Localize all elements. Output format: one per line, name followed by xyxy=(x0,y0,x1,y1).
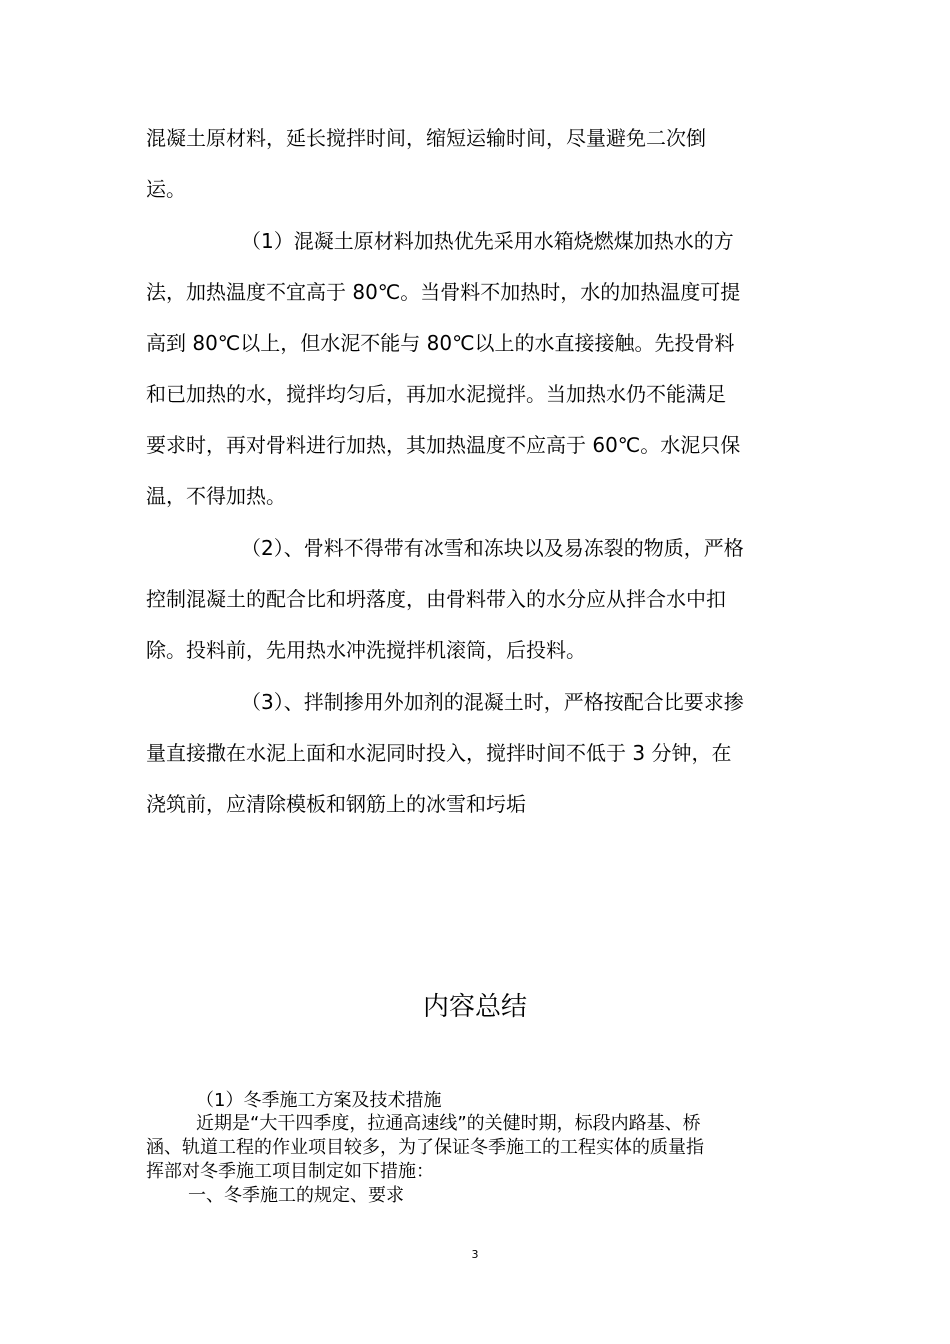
paragraph-2-line-1: （2）、骨料不得带有冰雪和冻块以及易冻裂的物质，严格 xyxy=(241,536,744,560)
paragraph-intro-line-1: 混凝土原材料，延长搅拌时间，缩短运输时间，尽量避免二次倒 xyxy=(146,126,706,150)
paragraph-1-line-5: 要求时，再对骨料进行加热，其加热温度不应高于 60℃。水泥只保 xyxy=(146,433,741,457)
paragraph-3-line-3: 浇筑前，应清除模板和钢筋上的冰雪和圬垢 xyxy=(146,792,526,816)
paragraph-1-line-2: 法，加热温度不宜高于 80℃。当骨料不加热时，水的加热温度可提 xyxy=(146,280,741,304)
paragraph-1-line-3: 高到 80℃以上，但水泥不能与 80℃以上的水直接接触。先投骨料 xyxy=(146,331,735,355)
paragraph-3-line-1: （3）、拌制掺用外加剂的混凝土时，严格按配合比要求掺 xyxy=(241,690,744,714)
summary-item-title: （1）冬季施工方案及技术措施 xyxy=(196,1090,442,1111)
summary-heading: 内容总结 xyxy=(422,992,527,1022)
summary-section-heading: 一、冬季施工的规定、要求 xyxy=(188,1185,404,1206)
summary-body-line-2: 涵、轨道工程的作业项目较多，为了保证冬季施工的工程实体的质量指 xyxy=(146,1137,704,1158)
paragraph-2-line-3: 除。投料前，先用热水冲洗搅拌机滚筒，后投料。 xyxy=(146,638,586,662)
summary-body-line-3: 挥部对冬季施工项目制定如下措施： xyxy=(146,1161,434,1182)
page-number: 3 xyxy=(471,1248,479,1261)
paragraph-1-line-1: （1）混凝土原材料加热优先采用水箱烧燃煤加热水的方 xyxy=(241,229,734,253)
paragraph-2-line-2: 控制混凝土的配合比和坍落度，由骨料带入的水分应从拌合水中扣 xyxy=(146,587,726,611)
summary-body-line-1: 近期是“大干四季度，拉通高速线”的关健时期，标段内路基、桥 xyxy=(196,1113,701,1134)
paragraph-intro-line-2: 运。 xyxy=(146,177,186,201)
paragraph-1-line-4: 和已加热的水，搅拌均匀后，再加水泥搅拌。当加热水仍不能满足 xyxy=(146,382,726,406)
paragraph-1-line-6: 温，不得加热。 xyxy=(146,484,286,508)
paragraph-3-line-2: 量直接撒在水泥上面和水泥同时投入，搅拌时间不低于 3 分钟，在 xyxy=(146,741,732,765)
